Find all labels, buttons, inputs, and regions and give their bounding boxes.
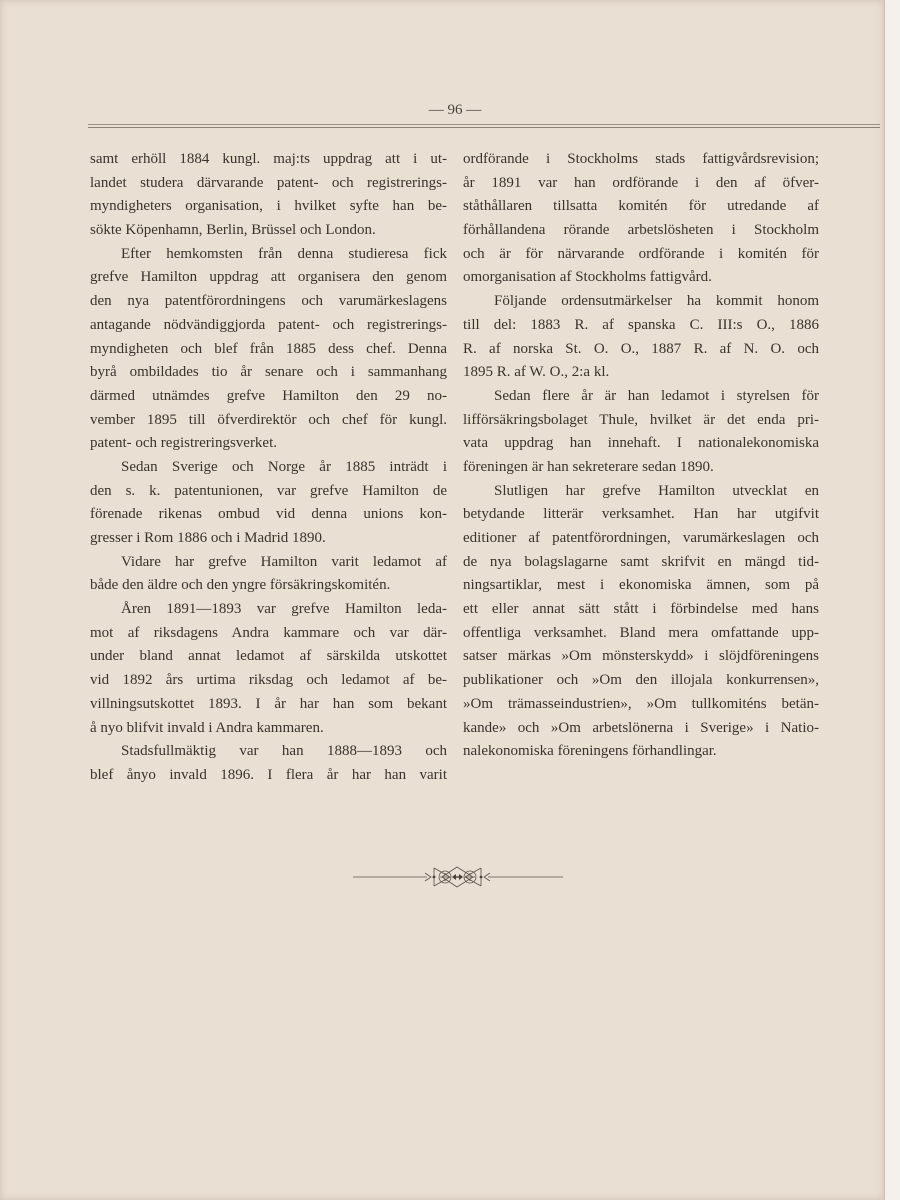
text-line: betydande litterär verksamhet. Han har utgifvit <box>463 506 819 523</box>
text-line: vata uppdrag han innehaft. I nationalekonomiska <box>463 435 819 452</box>
text-line: till del: 1883 R. af spanska C. III:s O., 1886 <box>463 316 819 333</box>
text-line: Vidare har grefve Hamilton varit ledamot af <box>121 553 447 570</box>
text-line: satser märkas »Om mönsterskydd» i slöjdföreningens <box>463 648 819 665</box>
text-line: ningsartiklar, mest i ekonomiska ämnen, som på <box>463 577 819 594</box>
left-column <box>90 148 447 788</box>
text-line: år 1891 var han ordförande i den af öfver- <box>463 174 819 191</box>
text-line: R. af norska St. O. O., 1887 R. af N. O. och <box>463 340 819 357</box>
text-line: myndigheten och blef från 1885 dess chef. Denna <box>90 340 447 357</box>
text-line: och är för närvarande ordförande i komitén för <box>463 245 819 262</box>
text-line: den s. k. patentunionen, var grefve Hamilton de <box>90 482 447 499</box>
text-line: omorganisation af Stockholms fattigvård. <box>463 269 712 286</box>
text-line: Stadsfullmäktig var han 1888—1893 och <box>121 743 447 760</box>
text-line: ståthållaren tillsatta komitén för utredande af <box>463 198 819 215</box>
text-line: ett eller annat sätt stått i förbindelse med hans <box>463 601 819 618</box>
text-line: de nya bolagslagarne samt skrifvit en mängd tid- <box>463 553 819 570</box>
paper-edge <box>884 0 900 1200</box>
text-line: Slutligen har grefve Hamilton utvecklat en <box>494 482 819 499</box>
text-line: antagande nödvändiggjorda patent- och registrerings- <box>90 316 447 333</box>
text-line: kande» och »Om arbetslönerna i Sverige» i Natio- <box>463 719 819 736</box>
end-ornament-icon <box>345 862 570 892</box>
text-line: grefve Hamilton uppdrag att organisera den genom <box>90 269 447 286</box>
text-line: Sedan flere år är han ledamot i styrelsen för <box>494 387 819 404</box>
text-line: förhållandena rörande arbetslösheten i Stockholm <box>463 222 819 239</box>
header-rule <box>88 124 880 125</box>
text-line: »Om trämasseindustrien», »Om tullkomiténs betän- <box>463 695 819 712</box>
right-column <box>463 148 819 764</box>
text-line: myndigheters organisation, i hvilket syfte han be- <box>90 198 447 215</box>
text-line: gresser i Rom 1886 och i Madrid 1890. <box>90 530 326 546</box>
text-line: därmed utnämdes grefve Hamilton den 29 no- <box>90 387 447 404</box>
text-line: vember 1895 till öfverdirektör och chef för kungl. <box>90 411 447 428</box>
text-line: å nyo blifvit invald i Andra kammaren. <box>90 719 324 736</box>
text-line: mot af riksdagens Andra kammare och var där- <box>90 624 447 641</box>
text-line: Åren 1891—1893 var grefve Hamilton leda- <box>121 601 447 618</box>
text-line: sökte Köpenhamn, Berlin, Brüssel och London. <box>90 222 376 239</box>
text-line: villningsutskottet 1893. I år har han som bekant <box>90 695 447 712</box>
text-line: landet studera därvarande patent- och registrerings- <box>90 174 447 191</box>
text-line: byrå ombildades tio år senare och i sammanhang <box>90 364 447 381</box>
text-line: blef ånyo invald 1896. I flera år har han varit <box>90 766 447 783</box>
text-line: under bland annat ledamot af särskilda utskottet <box>90 648 447 665</box>
text-line: publikationer och »Om den illojala konkurrensen», <box>463 672 819 689</box>
page-number: — 96 — <box>428 102 482 118</box>
text-line: samt erhöll 1884 kungl. maj:ts uppdrag att i ut- <box>90 151 447 167</box>
text-line: patent- och registreringsverket. <box>90 435 278 452</box>
text-line: ordförande i Stockholms stads fattigvårdsrevision; <box>463 151 819 167</box>
text-line: den nya patentförordningens och varumärkeslagens <box>90 293 447 310</box>
text-line: både den äldre och den yngre försäkringskomitén. <box>90 577 391 594</box>
text-line: offentliga verksamhet. Bland mera omfattande upp- <box>463 624 819 641</box>
text-line: lifförsäkringsbolaget Thule, hvilket är det enda pri- <box>463 411 819 428</box>
text-line: Sedan Sverige och Norge år 1885 inträdt i <box>121 458 447 475</box>
header-rule-double <box>88 127 880 128</box>
text-line: Följande ordensutmärkelser ha kommit honom <box>494 293 819 310</box>
text-line: förenade rikenas ombud vid denna unions kon- <box>90 506 447 523</box>
text-line: nalekonomiska föreningens förhandlingar. <box>463 743 717 760</box>
text-line: editioner af patentförordningen, varumärkeslagen och <box>463 530 819 546</box>
text-line: 1895 R. af W. O., 2:a kl. <box>463 364 610 381</box>
text-line: vid 1892 års urtima riksdag och ledamot af be- <box>90 672 447 689</box>
text-line: föreningen är han sekreterare sedan 1890. <box>463 458 714 475</box>
text-line: Efter hemkomsten från denna studieresa fick <box>121 245 447 262</box>
